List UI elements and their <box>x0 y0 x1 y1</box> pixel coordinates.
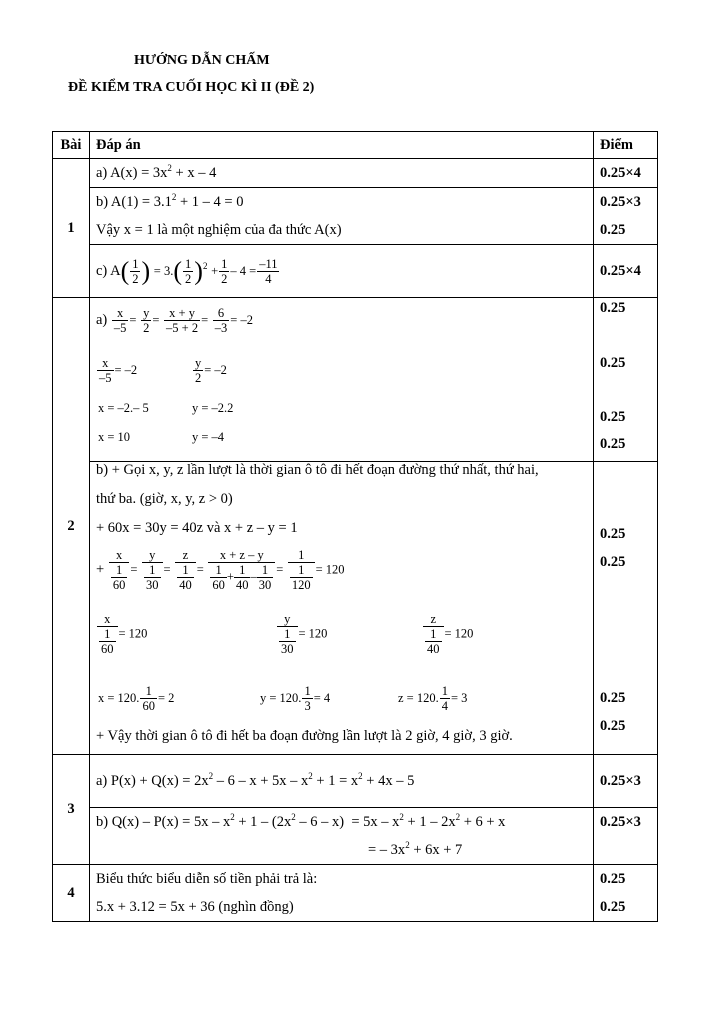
bai-number: 1 <box>53 159 90 298</box>
answer-2a-x-result: x = 10 <box>98 430 131 444</box>
answer-2b-equation: + 60x = 30y = 40z và x + z – y = 1 <box>96 520 298 536</box>
grading-table <box>52 131 658 922</box>
answer-2b-y-ratio: $\frac{y}{\frac{1}{30}}$ = 120 <box>276 612 327 656</box>
answer-1c: c) A( $\frac{1}{2}$ ) = 3.( $\frac{1}{2}$ )$^2$ + $\frac{1}{2}$ – 4 = $\frac{-11}{4}$ <box>96 256 278 286</box>
table-row <box>53 188 658 245</box>
score: 0.25×3 <box>600 194 641 210</box>
answer-1c-prefix: c) A <box>96 262 121 279</box>
answer-2b-x-ratio: $\frac{x}{\frac{1}{60}}$ = 120 <box>96 612 147 656</box>
answer-2b-y-result: y = 120. $\frac{1}{3}$ = 4 <box>260 684 331 713</box>
answer-cell <box>90 298 594 462</box>
answer-cell <box>90 159 594 188</box>
score-cell <box>594 865 658 922</box>
score-cell <box>594 808 658 865</box>
bai-number: 2 <box>53 298 90 755</box>
score: 0.25×4 <box>600 165 641 181</box>
score: 0.25 <box>600 436 626 452</box>
answer-cell <box>90 245 594 298</box>
answer-2b-chain: + $\frac{x}{\frac{1}{60}}$ = $\frac{y}{\frac{1}{30}}$ = $\frac{z}{\frac{1}{40}}$ = x + z – y $\frac{1}{60}$ + $\frac{1}{40}$ – $\frac{1}{30}$ = $\frac{1}{\frac{1}{120}}$ = 120 <box>96 548 345 592</box>
score: 0.25×3 <box>600 773 641 789</box>
answer-2a-y-result: y = –4 <box>192 430 225 444</box>
answer-cell <box>90 188 594 245</box>
answer-3b-line2: = – $3x^2 + 6x + 7$ <box>368 840 463 858</box>
answer-2a-x: $\frac{x}{-5}$ = –2 <box>99 356 138 385</box>
answer-1a: a) $A(x) = 3x^2 + x - 4$ <box>96 163 217 181</box>
score: 0.25 <box>600 554 626 570</box>
score: 0.25 <box>600 718 626 734</box>
table-row <box>53 865 658 922</box>
score: 0.25×4 <box>600 263 641 279</box>
score: 0.25 <box>600 300 626 316</box>
score-cell <box>594 159 658 188</box>
answer-2b-conclusion: + Vậy thời gian ô tô đi hết ba đoạn đường lần lượt là 2 giờ, 4 giờ, 3 giờ. <box>96 728 513 744</box>
answer-cell <box>90 865 594 922</box>
answer-3a: a) $P(x) + Q(x) = 2x^2 - 6 - x + 5x - x^2 + 1 = x^2 + 4x - 5$ <box>96 771 415 789</box>
answer-2b <box>96 462 589 754</box>
answer-2a <box>96 298 589 461</box>
score-cell <box>594 298 658 462</box>
answer-1b: b) $A(1) = 3.1^2 + 1 - 4 = 0$ <box>96 192 244 210</box>
table-row <box>53 808 658 865</box>
score: 0.25 <box>600 222 626 238</box>
score: 0.25 <box>600 871 626 887</box>
score-cell <box>594 245 658 298</box>
page-title: HƯỚNG DẪN CHẤM <box>134 53 270 68</box>
page-subtitle: ĐỀ KIỂM TRA CUỐI HỌC KÌ II (ĐỀ 2) <box>68 80 315 95</box>
table-header-row <box>53 132 658 159</box>
answer-4-line1: Biểu thức biểu diễn số tiền phải trả là: <box>96 871 318 887</box>
answer-2b-intro2: thứ ba. (giờ, x, y, z > 0) <box>96 491 233 507</box>
answer-1b-conclusion: Vậy x = 1 là một nghiệm của đa thức A(x) <box>96 222 342 238</box>
table-row <box>53 245 658 298</box>
answer-3b-line1: b) $Q(x) - P(x) = 5x - x^2 + 1 - (2x^2 - 6 - x) = 5x - x^2 + 1 - 2x^2 + 6 + x$ <box>96 812 506 830</box>
bai-number: 4 <box>53 865 90 922</box>
answer-2a-y-calc: y = –2.2 <box>192 401 234 415</box>
answer-2b-intro1: b) + Gọi x, y, z lần lượt là thời gian ô tô đi hết đoạn đường thứ nhất, thứ hai, <box>96 462 539 478</box>
score-cell <box>594 755 658 808</box>
header-dap-an: Đáp án <box>90 132 594 159</box>
score-cell <box>594 462 658 755</box>
answer-cell <box>90 808 594 865</box>
answer-2a-x-calc: x = –2.– 5 <box>98 401 149 415</box>
score: 0.25 <box>600 409 626 425</box>
table-row <box>53 159 658 188</box>
score: 0.25×3 <box>600 814 641 830</box>
answer-2b-z-result: z = 120. $\frac{1}{4}$ = 3 <box>398 684 468 713</box>
score: 0.25 <box>600 899 626 915</box>
score: 0.25 <box>600 355 626 371</box>
answer-2b-z-ratio: $\frac{z}{\frac{1}{40}}$ = 120 <box>422 612 473 656</box>
score: 0.25 <box>600 526 626 542</box>
score: 0.25 <box>600 690 626 706</box>
answer-cell <box>90 462 594 755</box>
table-row <box>53 755 658 808</box>
bai-number: 3 <box>53 755 90 865</box>
answer-2a-chain: a) $\frac{x}{-5}$ = $\frac{y}{2}$ = $\frac{x + y}{-5 + 2}$ = $\frac{6}{-3}$ = –2 <box>96 306 253 335</box>
answer-2a-y: $\frac{y}{2}$ = –2 <box>195 356 227 385</box>
answer-4-line2: 5.x + 3.12 = 5x + 36 (nghìn đồng) <box>96 899 294 915</box>
answer-cell <box>90 755 594 808</box>
score-cell <box>594 188 658 245</box>
table-row <box>53 462 658 755</box>
answer-2b-x-result: x = 120. $\frac{1}{60}$ = 2 <box>98 684 175 713</box>
table-row <box>53 298 658 462</box>
header-bai: Bài <box>53 132 90 159</box>
header-diem: Điểm <box>594 132 658 159</box>
